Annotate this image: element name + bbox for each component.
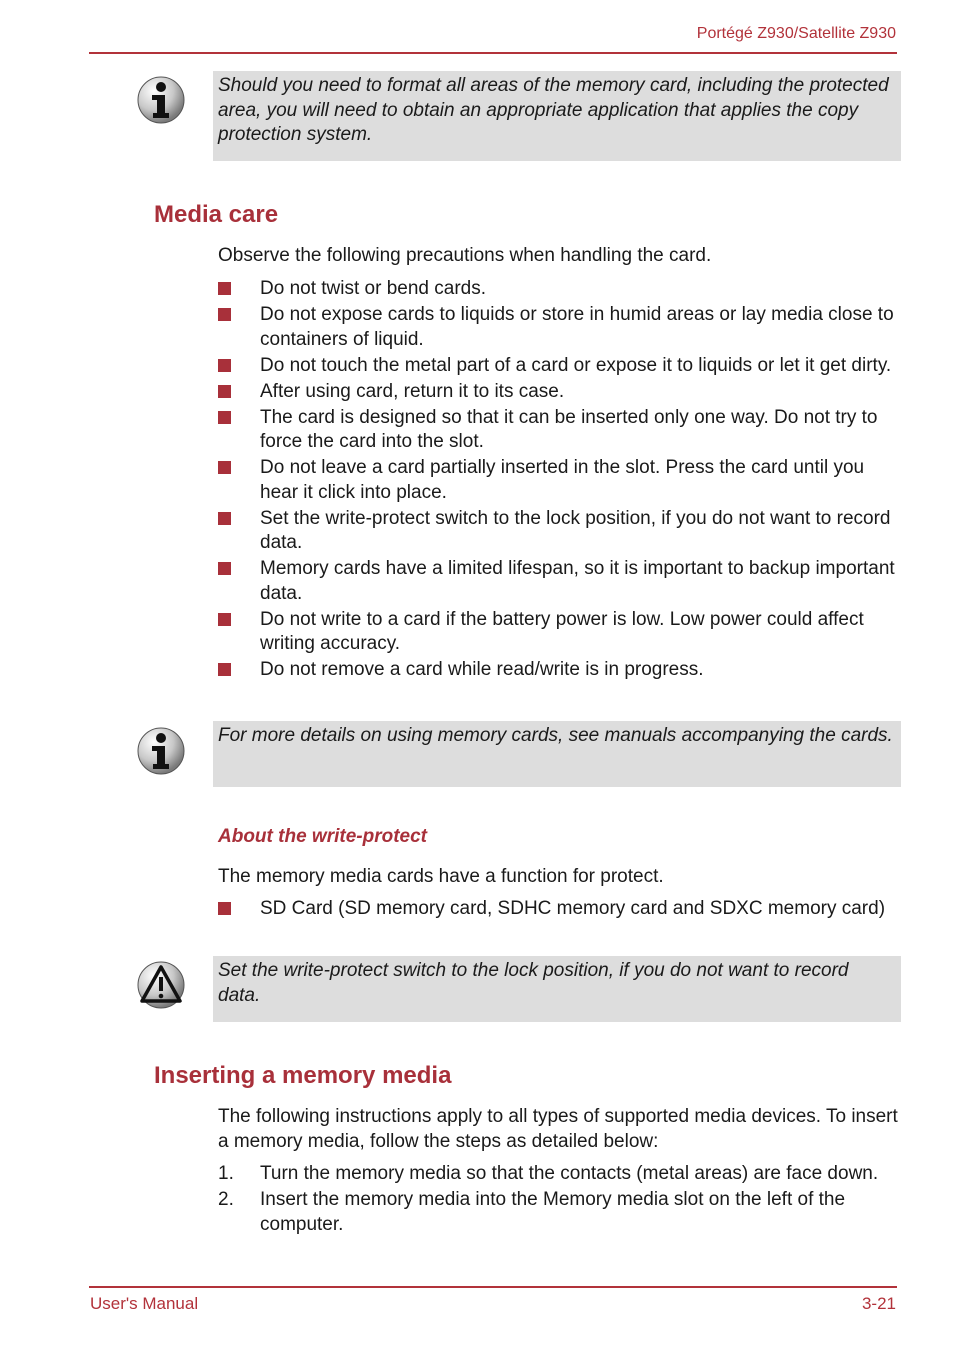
warning-note: Set the write-protect switch to the lock position, if you do not want to record data. bbox=[213, 956, 901, 1022]
list-item: Do not expose cards to liquids or store in humid areas or lay media close to containers of liquid. bbox=[218, 303, 898, 352]
info-icon bbox=[136, 75, 186, 125]
step-number: 1. bbox=[218, 1163, 234, 1184]
section-heading-media-care: Media care bbox=[154, 201, 279, 228]
list-item: Set the write-protect switch to the lock position, if you do not want to record data. bbox=[218, 507, 898, 556]
list-item: Do not twist or bend cards. bbox=[218, 277, 898, 302]
list-item: SD Card (SD memory card, SDHC memory card and SDXC memory card) bbox=[218, 897, 898, 922]
media-care-intro: Observe the following precautions when handling the card. bbox=[218, 245, 712, 266]
step-number: 2. bbox=[218, 1189, 234, 1210]
list-item: Do not touch the metal part of a card or expose it to liquids or let it get dirty. bbox=[218, 354, 898, 379]
details-note: For more details on using memory cards, see manuals accompanying the cards. bbox=[213, 721, 901, 787]
step-text: Insert the memory media into the Memory media slot on the left of the computer. bbox=[260, 1189, 846, 1235]
info-icon bbox=[136, 726, 186, 776]
list-item: Do not write to a card if the battery power is low. Low power could affect writing accuracy. bbox=[218, 608, 898, 657]
inserting-steps bbox=[218, 1162, 898, 1239]
list-item: After using card, return it to its case. bbox=[218, 380, 898, 405]
page-number: 3-21 bbox=[861, 1294, 896, 1313]
warning-icon bbox=[136, 960, 186, 1010]
list-item: Do not leave a card partially inserted in the slot. Press the card until you hear it click into place. bbox=[218, 456, 898, 505]
footer-manual-label: User's Manual bbox=[90, 1294, 199, 1313]
step-item bbox=[218, 1188, 898, 1237]
format-note: Should you need to format all areas of the memory card, including the protected area, you will need to obtain an appropriate application that applies the copy protection system. bbox=[213, 71, 901, 161]
subsection-heading-write-protect: About the write-protect bbox=[218, 826, 427, 847]
write-protect-intro: The memory media cards have a function for protect. bbox=[218, 866, 664, 887]
inserting-intro: The following instructions apply to all types of supported media devices. To insert a memory media, follow the steps as detailed below: bbox=[218, 1106, 898, 1152]
running-header: Portégé Z930/Satellite Z930 bbox=[696, 25, 896, 42]
section-heading-inserting: Inserting a memory media bbox=[154, 1062, 452, 1089]
list-item: The card is designed so that it can be inserted only one way. Do not try to force the card into the slot. bbox=[218, 406, 898, 455]
list-item: Do not remove a card while read/write is in progress. bbox=[218, 658, 898, 683]
header-rule bbox=[89, 52, 897, 54]
step-item bbox=[218, 1162, 898, 1187]
footer-rule bbox=[89, 1286, 897, 1288]
step-text: Turn the memory media so that the contacts (metal areas) are face down. bbox=[260, 1163, 879, 1184]
write-protect-list bbox=[218, 897, 898, 923]
media-care-list bbox=[218, 277, 898, 684]
list-item: Memory cards have a limited lifespan, so it is important to backup important data. bbox=[218, 557, 898, 606]
